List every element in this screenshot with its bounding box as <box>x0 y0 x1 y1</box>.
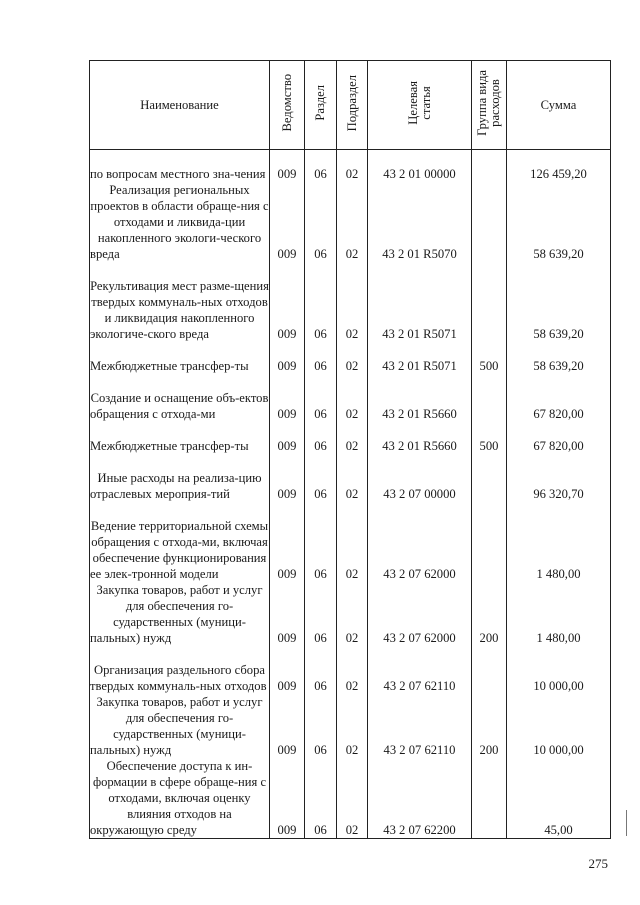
row-razdel: 06 <box>305 150 337 182</box>
row-sum: 126 459,20 <box>507 150 611 182</box>
row-podrazdel: 02 <box>337 374 368 422</box>
row-name: Ведение территориальной схемы обращения с отхода-ми, включая обеспечение функционирования ее элек-тронной модели <box>90 502 270 582</box>
row-sum: 1 480,00 <box>507 502 611 582</box>
row-name: Создание и оснащение объ-ектов обращения с отхода-ми <box>90 374 270 422</box>
row-sum: 10 000,00 <box>507 694 611 758</box>
header-group: Группа вида расходов <box>472 61 507 150</box>
row-target: 43 2 07 62200 <box>368 758 472 839</box>
row-group <box>472 374 507 422</box>
row-target: 43 2 01 R5660 <box>368 422 472 454</box>
row-target: 43 2 07 62110 <box>368 646 472 694</box>
row-target: 43 2 01 00000 <box>368 150 472 182</box>
table-row <box>90 262 611 342</box>
row-razdel: 06 <box>305 454 337 502</box>
row-target: 43 2 01 R5070 <box>368 182 472 262</box>
header-razdel: Раздел <box>305 61 337 150</box>
row-razdel: 06 <box>305 262 337 342</box>
row-group <box>472 502 507 582</box>
row-name: Межбюджетные трансфер-ты <box>90 422 270 454</box>
header-vedomstvo: Ведомство <box>270 61 305 150</box>
table-row <box>90 150 611 182</box>
row-razdel: 06 <box>305 694 337 758</box>
row-vedomstvo: 009 <box>270 150 305 182</box>
table-row <box>90 454 611 502</box>
row-name: по вопросам местного зна-чения <box>90 150 270 182</box>
row-podrazdel: 02 <box>337 422 368 454</box>
table-row <box>90 374 611 422</box>
row-razdel: 06 <box>305 758 337 839</box>
row-target: 43 2 01 R5071 <box>368 342 472 374</box>
row-vedomstvo: 009 <box>270 646 305 694</box>
row-sum: 1 480,00 <box>507 582 611 646</box>
row-name: Закупка товаров, работ и услуг для обеспечения го-сударственных (муници-пальных) нужд <box>90 582 270 646</box>
table-header <box>90 61 611 150</box>
row-vedomstvo: 009 <box>270 342 305 374</box>
row-target: 43 2 07 62000 <box>368 502 472 582</box>
scan-edge-mark <box>626 810 627 836</box>
row-vedomstvo: 009 <box>270 262 305 342</box>
row-group: 500 <box>472 422 507 454</box>
row-name: Рекультивация мест разме-щения твердых коммуналь-ных отходов и ликвидация накопленного экологиче-ского вреда <box>90 262 270 342</box>
row-sum: 58 639,20 <box>507 182 611 262</box>
row-podrazdel: 02 <box>337 758 368 839</box>
row-podrazdel: 02 <box>337 502 368 582</box>
row-group <box>472 150 507 182</box>
row-podrazdel: 02 <box>337 454 368 502</box>
row-target: 43 2 07 00000 <box>368 454 472 502</box>
row-razdel: 06 <box>305 422 337 454</box>
row-target: 43 2 07 62110 <box>368 694 472 758</box>
table-row <box>90 502 611 582</box>
row-group <box>472 758 507 839</box>
row-sum: 67 820,00 <box>507 422 611 454</box>
header-name: Наименование <box>90 61 270 150</box>
row-group <box>472 262 507 342</box>
row-group: 200 <box>472 694 507 758</box>
row-vedomstvo: 009 <box>270 374 305 422</box>
row-razdel: 06 <box>305 582 337 646</box>
row-razdel: 06 <box>305 342 337 374</box>
row-vedomstvo: 009 <box>270 694 305 758</box>
row-vedomstvo: 009 <box>270 582 305 646</box>
row-name: Организация раздельного сбора твердых коммуналь-ных отходов <box>90 646 270 694</box>
row-sum: 45,00 <box>507 758 611 839</box>
row-razdel: 06 <box>305 374 337 422</box>
row-vedomstvo: 009 <box>270 182 305 262</box>
row-sum: 67 820,00 <box>507 374 611 422</box>
row-target: 43 2 01 R5660 <box>368 374 472 422</box>
row-name: Межбюджетные трансфер-ты <box>90 342 270 374</box>
table-row <box>90 422 611 454</box>
row-vedomstvo: 009 <box>270 454 305 502</box>
row-group: 200 <box>472 582 507 646</box>
table-row <box>90 646 611 694</box>
row-vedomstvo: 009 <box>270 758 305 839</box>
row-podrazdel: 02 <box>337 150 368 182</box>
row-podrazdel: 02 <box>337 182 368 262</box>
row-group <box>472 454 507 502</box>
row-razdel: 06 <box>305 646 337 694</box>
table-row <box>90 182 611 262</box>
row-podrazdel: 02 <box>337 582 368 646</box>
header-podrazdel: Подраздел <box>337 61 368 150</box>
row-group <box>472 646 507 694</box>
row-group: 500 <box>472 342 507 374</box>
header-target: Целевая статья <box>368 61 472 150</box>
row-podrazdel: 02 <box>337 262 368 342</box>
row-name: Иные расходы на реализа-цию отраслевых мероприя-тий <box>90 454 270 502</box>
row-name: Закупка товаров, работ и услуг для обеспечения го-сударственных (муници-пальных) нужд <box>90 694 270 758</box>
row-group <box>472 182 507 262</box>
row-podrazdel: 02 <box>337 342 368 374</box>
table-row <box>90 342 611 374</box>
row-sum: 10 000,00 <box>507 646 611 694</box>
row-sum: 96 320,70 <box>507 454 611 502</box>
row-sum: 58 639,20 <box>507 342 611 374</box>
row-name: Реализация региональных проектов в области обраще-ния с отходами и ликвида-ции накопленного экологи-ческого вреда <box>90 182 269 261</box>
row-name: Обеспечение доступа к ин-формации в сфере обраще-ния с отходами, включая оценку влияния отходов на окружающую среду <box>90 758 270 839</box>
row-sum: 58 639,20 <box>507 262 611 342</box>
table-row <box>90 694 611 758</box>
row-target: 43 2 07 62000 <box>368 582 472 646</box>
row-razdel: 06 <box>305 502 337 582</box>
row-razdel: 06 <box>305 182 337 262</box>
row-podrazdel: 02 <box>337 646 368 694</box>
row-target: 43 2 01 R5071 <box>368 262 472 342</box>
row-vedomstvo: 009 <box>270 422 305 454</box>
page-number: 275 <box>588 856 608 871</box>
table-row <box>90 758 611 839</box>
budget-table <box>89 60 611 839</box>
header-sum: Сумма <box>507 61 611 150</box>
row-vedomstvo: 009 <box>270 502 305 582</box>
row-podrazdel: 02 <box>337 694 368 758</box>
table-row <box>90 582 611 646</box>
